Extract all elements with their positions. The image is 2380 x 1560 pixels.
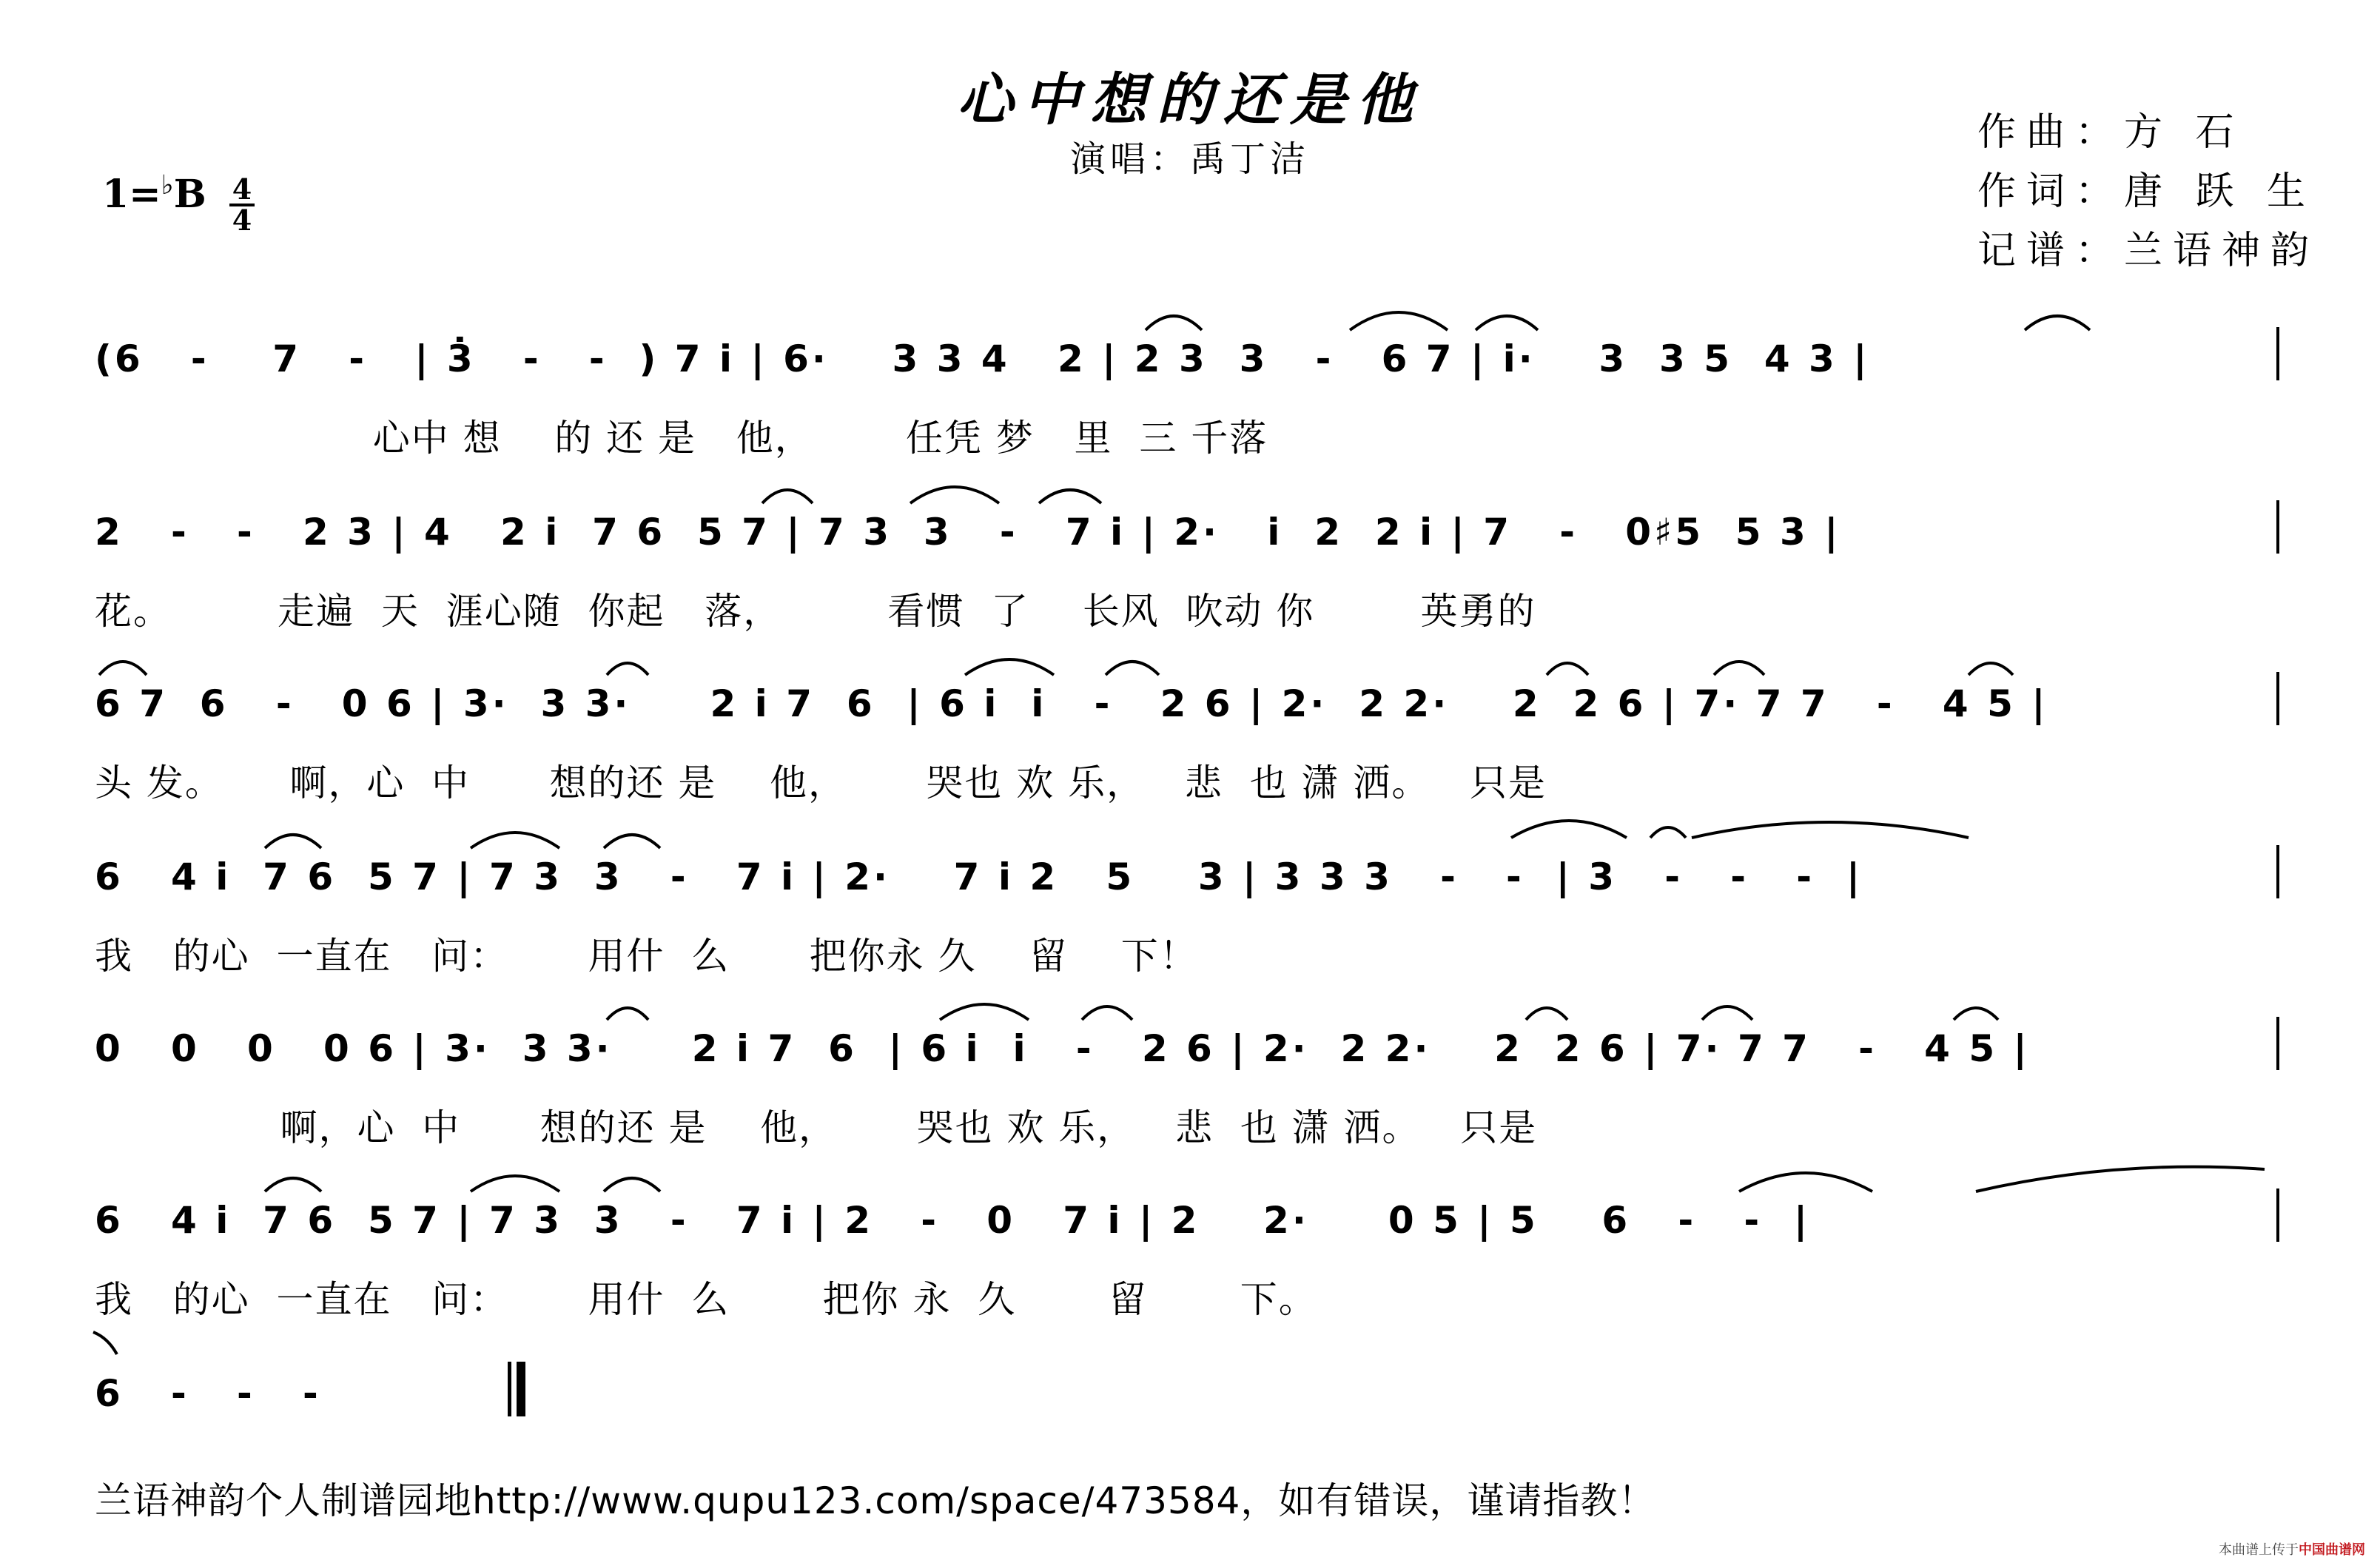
slur: [1976, 1167, 2265, 1191]
slur: [940, 1004, 1029, 1020]
flat-sign: ♭: [161, 169, 174, 201]
slur: [604, 1178, 660, 1191]
slur: [1106, 662, 1159, 675]
notation-line-4: 6 4 i 7 6 5 7 | 7 3 3 - 7 i | 2· 7 i 2 5 3 | 3 3 3 - - | 3 - - - |: [95, 855, 1863, 898]
footer-note: 兰语神韵个人制谱园地http://www.qupu123.com/space/473584，如有错误，谨请指教！: [95, 1479, 1656, 1522]
slur: [1650, 827, 1686, 838]
notation-line-6: 6 4 i 7 6 5 7 | 7 3 3 - 7 i | 2 - 0 7 i | 2 2· 0 5 | 5 6 - - |: [95, 1199, 1811, 1242]
notation-line-5: 0 0 0 0 6 | 3· 3 3· 2 i 7 6 | 6 i i - 2 6 | 2· 2 2· 2 2 6 | 7· 7 7 - 4 5 |: [95, 1027, 2030, 1070]
lyric-line-3: 头 发。 啊，心 中 想的还 是 他， 哭也 欢 乐， 悲 也 潇 洒。 只是: [95, 761, 1547, 804]
slur: [1954, 1008, 1998, 1020]
slur: [1692, 822, 1969, 838]
slur: [1739, 1173, 1872, 1191]
lyric-line-6: 我 的心 一直在 问： 用什 么 把你 永 久 留 下。: [95, 1278, 1317, 1321]
slur: [93, 1332, 117, 1354]
slur: [1039, 490, 1101, 503]
notation-line-2: 2 - - 2 3 | 4 2 i 7 6 5 7 | 7 3 3 - 7 i | 2· i 2 2 i | 7 - 0♯5 5 3 |: [95, 511, 1841, 554]
slur: [265, 835, 321, 848]
slur: [99, 662, 147, 675]
slur: [1476, 316, 1538, 330]
lyric-line-2: 花。 走遍 天 涯心随 你起 落， 看惯 了 长风 吹动 你 英勇的: [95, 590, 1536, 633]
notation-line-1: (6 - 7 - | 3̇ - - ) 7 i | 6· 3 3 4 2 | 2 3 3 - 6 7 | i· 3 3 5 4 3 |: [95, 337, 1870, 380]
slur: [762, 490, 813, 503]
slur: [471, 833, 559, 848]
notation-line-3: 6 7 6 - 0 6 | 3· 3 3· 2 i 7 6 | 6 i i - 2 6 | 2· 2 2· 2 2 6 | 7· 7 7 - 4 5 |: [95, 682, 2048, 725]
transcriber-credit: 记谱：兰语神韵: [1977, 229, 2320, 273]
slur: [265, 1178, 321, 1191]
slur: [910, 487, 999, 503]
slur: [1146, 316, 1202, 330]
slur: [471, 1176, 559, 1191]
slur: [1969, 663, 2013, 675]
meter-top: 4: [232, 172, 252, 206]
key-note: B: [173, 172, 206, 217]
slur: [1547, 663, 1588, 675]
composer-credit: 作曲：方 石: [1977, 110, 2245, 155]
slur: [1511, 821, 1627, 838]
slur: [1526, 1008, 1567, 1020]
upload-stamp: [2219, 1539, 2365, 1559]
slur: [607, 663, 648, 675]
slur: [607, 1008, 648, 1020]
slur: [1350, 312, 1448, 330]
site-logo: 中国曲谱网: [2299, 1542, 2365, 1558]
slur: [1714, 662, 1764, 675]
lyric-line-5: 啊，心 中 想的还 是 他， 哭也 欢 乐， 悲 也 潇 洒。 只是: [95, 1106, 1538, 1149]
notation-line-7: 6 - - -: [95, 1372, 321, 1415]
lyric-line-1: 心中 想 的 还 是 他， 任凭 梦 里 三 千落: [95, 417, 1268, 460]
singer-credit: 演唱：禹丁洁: [1069, 138, 1310, 180]
key-label: 1=: [102, 172, 161, 217]
slur: [1702, 1006, 1752, 1020]
slur: [604, 835, 660, 848]
slur: [1082, 1006, 1132, 1020]
lyric-line-4: 我 的心 一直在 问： 用什 么 把你永 久 留 下！: [95, 935, 1198, 978]
slur: [965, 659, 1054, 675]
slur: [2025, 316, 2090, 330]
song-title: 心中想的还是他: [957, 67, 1423, 132]
lyricist-credit: 作词：唐 跃 生: [1977, 169, 2316, 214]
stamp-prefix: 本曲谱上传于: [2219, 1542, 2299, 1558]
meter-bottom: 4: [232, 204, 252, 237]
